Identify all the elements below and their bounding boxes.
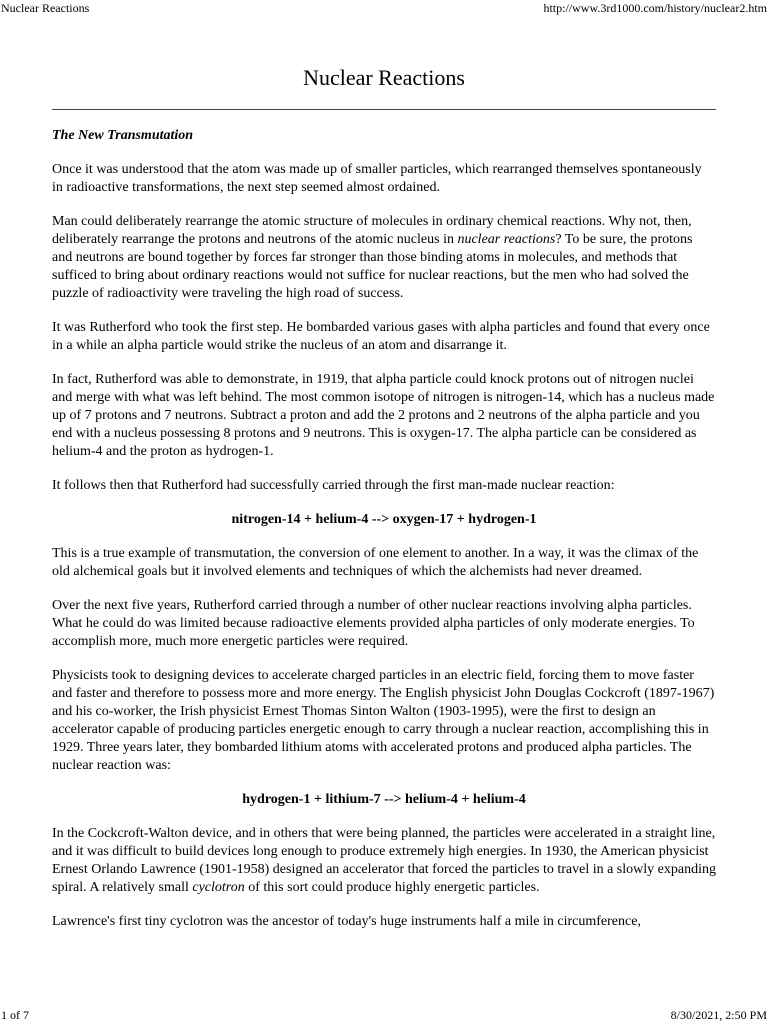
equation-1: nitrogen-14 + helium-4 --> oxygen-17 + hydrogen-1 [231, 512, 537, 527]
paragraph-8: Physicists took to designing devices to accelerate charged particles in an electric field, forcing them to move faster and faster and therefore to possess more and more energy. The English physicist John Douglas Cockcroft (1897-1967) and his co-worker, the Irish physicist Ernest Thomas Sinton Walton (1903-1995), were the first to design an accelerator capable of producing particles energetic enough to carry through a nuclear reaction, accomplishing this in 1929. Three years later, they bombarded lithium atoms with accelerated protons and produced alpha particles. The nuclear reaction was: [52, 668, 715, 773]
paragraph-5: It follows then that Rutherford had successfully carried through the first man-made nuclear reaction: [52, 478, 615, 493]
header-url: http://www.3rd1000.com/history/nuclear2.htm [543, 1, 767, 15]
paragraph-1: Once it was understood that the atom was made up of smaller particles, which rearranged themselves spontaneously in radioactive transformations, the next step seemed almost ordained. [52, 162, 702, 195]
paragraph-2-text-b: ? To be sure, the protons and neutrons are bound together by forces far stronger than those binding atoms in molecules, and methods that sufficed to bring about ordinary reactions would not suffice for nuclear reactions, but the men who had solved the puzzle of radioactivity were traveling the high road of success. [52, 232, 693, 301]
paragraph-2-emphasis: nuclear reactions [457, 232, 556, 247]
paragraph-2-text-a: Man could deliberately rearrange the atomic structure of molecules in ordinary chemical reactions. Why not, then, deliberately rearrange the protons and neutrons of the atomic nucleus in [52, 214, 692, 247]
paragraph-9 [52, 825, 716, 897]
paragraph-7: Over the next five years, Rutherford carried through a number of other nuclear reactions involving alpha particles. What he could do was limited because radioactive elements provided alpha particles of only moderate energies. To accomplish more, much more energetic particles were required. [52, 598, 695, 649]
print-header [0, 0, 768, 16]
paragraph-3: It was Rutherford who took the first step. He bombarded various gases with alpha particles and found that every once in a while an alpha particle would strike the nucleus of an atom and disarrange it. [52, 320, 710, 353]
paragraph-9-text-a: In the Cockcroft-Walton device, and in others that were being planned, the particles were accelerated in a straight line, and it was difficult to build devices long enough to produce extremely high energies. In 1930, the American physicist Ernest Orlando Lawrence (1901-1958) designed an accelerator that forced the particles to travel in a slowly expanding spiral. A relatively small [52, 826, 716, 895]
paragraph-9-text-b: of this sort could produce highly energetic particles. [244, 880, 540, 895]
footer-page-count: 1 of 7 [1, 1008, 29, 1022]
paragraph-6: This is a true example of transmutation, the conversion of one element to another. In a way, it was the climax of the old alchemical goals but it involved elements and techniques of which the alchemists had never dreamed. [52, 546, 699, 579]
page-title: Nuclear Reactions [303, 65, 465, 90]
article [52, 64, 716, 931]
print-footer [0, 1006, 768, 1024]
equation-2: hydrogen-1 + lithium-7 --> helium-4 + helium-4 [242, 792, 526, 807]
paragraph-2 [52, 213, 716, 303]
section-heading: The New Transmutation [52, 128, 194, 143]
paragraph-10: Lawrence's first tiny cyclotron was the ancestor of today's huge instruments half a mile in circumference, [52, 914, 641, 929]
paragraph-9-emphasis: cyclotron [192, 880, 245, 895]
footer-timestamp: 8/30/2021, 2:50 PM [670, 1008, 767, 1022]
header-page-title: Nuclear Reactions [1, 1, 90, 15]
paragraph-4: In fact, Rutherford was able to demonstrate, in 1919, that alpha particle could knock protons out of nitrogen nuclei and merge with what was left behind. The most common isotope of nitrogen is nitrogen-14, which has a nucleus made up of 7 protons and 7 neutrons. Subtract a proton and add the 2 protons and 2 neutrons of the alpha particle and you end with a nucleus possessing 8 protons and 9 neutrons. This is oxygen-17. The alpha particle can be considered as helium-4 and the proton as hydrogen-1. [52, 372, 715, 459]
title-divider [52, 109, 716, 110]
